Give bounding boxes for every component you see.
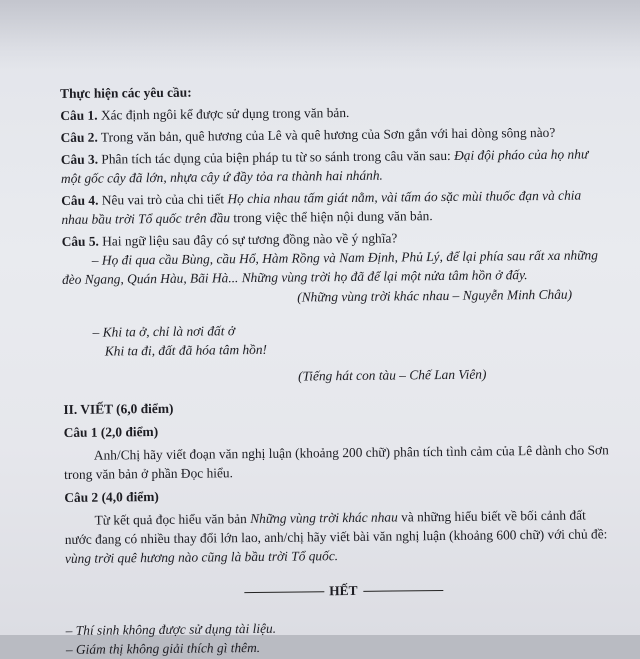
quote-2 (63, 317, 620, 388)
divider-rule-right (363, 590, 443, 592)
question-number: Câu 5. (61, 233, 99, 249)
quoted-detail: Họ chia nhau tấm giát nằm, vài tấm áo sặc mùi thuốc đạn và chia (227, 187, 582, 207)
question-text: Hai ngữ liệu sau đây có sự tương đồng nào về ý nghĩa? (98, 230, 398, 249)
question-2 (60, 122, 616, 147)
question-1 (60, 100, 616, 125)
section-title: II. VIẾT (6,0 điểm) (63, 400, 174, 417)
end-divider (65, 578, 621, 603)
paper-shadow (0, 0, 640, 70)
writing-question-1-title: Câu 1 (2,0 điểm) (63, 423, 159, 440)
question-text-tail: trong việc thể hiện nội dung văn bản. (229, 208, 433, 226)
question-4 (61, 185, 617, 229)
quoted-sentence: Đại đội pháo của họ như (453, 146, 589, 163)
quoted-sentence-cont: một gốc cây đã lớn, nhựa cây ứ đầy tỏa ra thành hai nhánh. (60, 167, 383, 186)
quote-source: (Những vùng trời khác nhau – Nguyễn Minh Châu) (297, 286, 573, 305)
quote-source: (Tiếng hát con tàu – Chế Lan Viên) (297, 366, 487, 384)
exam-content (60, 78, 622, 659)
instructions-header: Thực hiện các yêu cầu: (60, 84, 192, 101)
note-item: – Giám thị không giải thích gì thêm. (65, 639, 261, 657)
question-number: Câu 1. (60, 107, 98, 123)
question-number: Câu 2. (60, 129, 98, 145)
text-title: Những vùng trời khác nhau (250, 509, 398, 527)
quote-line: – Họ đi qua cầu Bùng, cầu Hổ, Hàm Rồng và Nam Định, Phủ Lý, để lại phía sau rất xa những (91, 247, 598, 268)
question-3 (61, 144, 617, 188)
question-text: Xác định ngôi kể được sử dụng trong văn bản. (97, 104, 350, 123)
question-text: Phân tích tác dụng của biện pháp tu từ so sánh trong câu văn sau: (97, 147, 455, 167)
question-text: Trong văn bản, quê hương của Lê và quê hương của Sơn gắn với hai dòng sông nào? (97, 124, 556, 145)
writing-question-1-text-cont: trong văn bản ở phần Đọc hiểu. (64, 465, 234, 482)
text-segment: và những hiểu biết về bối cảnh đất (397, 507, 586, 525)
question-number: Câu 4. (61, 192, 99, 208)
quoted-detail-cont: nhau bầu trời Tổ quốc trên đầu (61, 210, 231, 227)
text-segment: Từ kết quả đọc hiểu văn bản (94, 511, 251, 528)
poem-line: – Khi ta ở, chỉ là nơi đất ở (92, 323, 235, 340)
divider-rule-left (244, 592, 324, 594)
quote-line: đèo Ngang, Quán Hàu, Bãi Hà... Những vùng trời họ đã để lại một nửa tâm hồn ở đấy. (61, 267, 528, 287)
exam-notes (66, 615, 622, 659)
writing-topic: vùng trời quê hương nào cũng là bầu trời Tổ quốc. (64, 548, 339, 566)
note-item: – Thí sinh không được sử dụng tài liệu. (65, 620, 277, 638)
writing-question-2-text-cont: nước đang có nhiều thay đổi lớn lao, anh/chị hãy viết bài văn nghị luận (khoảng 600 chữ) với chủ đề: (64, 526, 608, 547)
question-text: Nêu vai trò của chi tiết (98, 191, 228, 208)
writing-question-1-text: Anh/Chị hãy viết đoạn văn nghị luận (khoảng 200 chữ) phân tích tình cảm của Lê dành cho Sơn (93, 442, 609, 463)
poem-line: Khi ta đi, đất đã hóa tâm hồn! (104, 341, 268, 359)
question-number: Câu 3. (60, 151, 99, 167)
end-label: HẾT (329, 582, 358, 599)
quote-1 (62, 245, 619, 309)
writing-question-2-title: Câu 2 (4,0 điểm) (64, 488, 159, 505)
